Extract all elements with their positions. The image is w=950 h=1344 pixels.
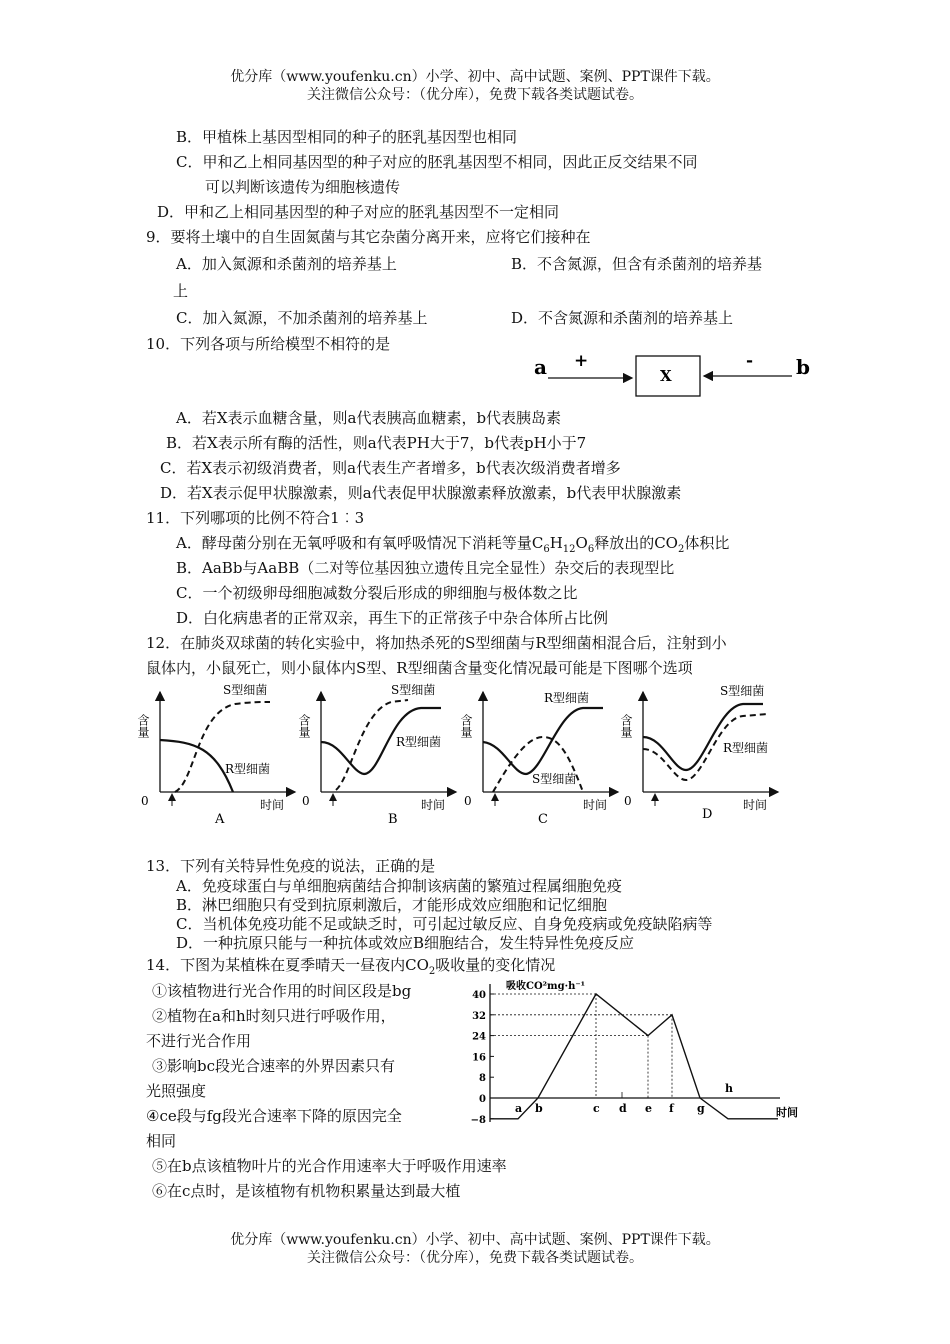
- option-label: B: [388, 812, 398, 827]
- x-category-label: e: [645, 1102, 652, 1115]
- y-tick-label: 0: [479, 1094, 486, 1105]
- q13-option-c: C．当机体免疫功能不足或缺乏时，可引起过敏反应、自身免疫病或免疫缺陷病等: [176, 915, 713, 933]
- q8-option-c: C．甲和乙上相同基因型的种子对应的胚乳基因型不相同，因此正反交结果不同: [176, 153, 698, 171]
- y-tick-label: 40: [472, 990, 486, 1001]
- s-curve: [643, 704, 763, 770]
- q13-option-d: D．一种抗原只能与一种抗体或效应B细胞结合，发生特异性免疫反应: [176, 934, 635, 952]
- y-axis-label: 含量: [459, 714, 473, 738]
- model-label-b: b: [796, 355, 810, 379]
- r-curve-label: R型细菌: [225, 762, 271, 776]
- x-category-label: a: [515, 1102, 523, 1115]
- origin-label: 0: [464, 794, 472, 808]
- q14-statement-4: ④ce段与fg段光合速率下降的原因完全: [146, 1107, 402, 1125]
- footer-line-2: 关注微信公众号：（优分库），免费下载各类试题试卷。: [307, 1250, 643, 1266]
- header-line-1: 优分库（www.youfenku.cn）小学、初中、高中试题、案例、PPT课件下载。: [230, 69, 720, 85]
- r-curve: [160, 740, 233, 792]
- x-category-label: g: [697, 1102, 705, 1115]
- y-axis-label: 含量: [297, 714, 311, 738]
- q12-graph-b: [296, 682, 466, 827]
- x-axis-label: 时间: [776, 1106, 798, 1119]
- q14-statement-4-cont: 相同: [146, 1132, 177, 1150]
- model-label-x: X: [660, 367, 672, 385]
- y-tick-label: 16: [472, 1052, 486, 1064]
- q11-option-c: C．一个初级卵母细胞减数分裂后形成的卵细胞与极体数之比: [176, 584, 578, 602]
- header-line-2: 关注微信公众号：（优分库），免费下载各类试题试卷。: [307, 87, 643, 103]
- q14-statement-2-cont: 不进行光合作用: [146, 1032, 252, 1050]
- s-curve: [175, 702, 270, 792]
- q10-model-diagram: [530, 348, 820, 398]
- q11-stem: 11．下列哪项的比例不符合1︰3: [146, 509, 365, 527]
- x-axis-label: 时间: [260, 798, 285, 812]
- q14-stem: 14．下图为某植株在夏季晴天一昼夜内$CO_2$吸收量的变化情况: [146, 956, 556, 977]
- q10-option-c: C．若X表示初级消费者，则a代表生产者增多，b代表次级消费者增多: [160, 459, 621, 477]
- q13-stem: 13．下列有关特异性免疫的说法，正确的是: [146, 857, 436, 875]
- origin-label: 0: [302, 794, 310, 808]
- origin-label: 0: [141, 794, 149, 808]
- x-axis-label: 时间: [583, 798, 608, 812]
- q14-statement-6: ⑥在c点时，是该植物有机物积累量达到最大植: [152, 1182, 461, 1200]
- x-category-label: d: [619, 1102, 627, 1115]
- y-axis-label: 含量: [136, 714, 150, 738]
- option-label: D: [702, 807, 713, 822]
- option-label: A: [215, 812, 225, 827]
- q11-option-a: A．酵母菌分别在无氧呼吸和有氧呼吸情况下消耗等量$C_6H_{12}O_6$释放出的$CO_2$体积比: [176, 534, 730, 555]
- r-curve-label: R型细菌: [544, 691, 590, 705]
- y-tick-label: 24: [472, 1031, 486, 1043]
- q8-option-c-cont: 可以判断该遗传为细胞核遗传: [205, 178, 401, 196]
- q9-option-b-wrap: 上: [173, 282, 189, 300]
- s-curve-label: S型细菌: [391, 683, 436, 697]
- x-axis-label: 时间: [743, 798, 768, 812]
- q9-option-d: D．不含氮源和杀菌剂的培养基上: [511, 309, 734, 327]
- q11-option-d: D．白化病患者的正常双亲，再生下的正常孩子中杂合体所占比例: [176, 609, 609, 627]
- q14-statement-2: ②植物在a和h时刻只进行呼吸作用，: [152, 1007, 396, 1025]
- q12-graph-a: [135, 682, 305, 827]
- q13-option-b: B．淋巴细胞只有受到抗原刺激后，才能形成效应细胞和记忆细胞: [176, 896, 608, 914]
- q9-stem: 9．要将土壤中的自生固氮菌与其它杂菌分离开来，应将它们接种在: [146, 228, 591, 246]
- q12-graph-c: [458, 682, 628, 827]
- q10-option-b: B．若X表示所有酶的活性，则a代表PH大于7，b代表pH小于7: [166, 434, 587, 452]
- model-label-a: a: [534, 355, 547, 379]
- x-category-label: c: [593, 1102, 600, 1115]
- q9-option-c: C．加入氮源，不加杀菌剂的培养基上: [176, 309, 428, 327]
- y-tick-label: −8: [470, 1114, 486, 1126]
- q13-option-a: A．免疫球蛋白与单细胞病菌结合抑制该病菌的繁殖过程属细胞免疫: [176, 877, 622, 895]
- r-curve: [483, 708, 603, 774]
- footer-line-1: 优分库（www.youfenku.cn）小学、初中、高中试题、案例、PPT课件下载。: [230, 1232, 720, 1248]
- q12-graph-d: [618, 682, 788, 827]
- r-curve-label: R型细菌: [723, 741, 769, 755]
- option-label: C: [538, 812, 548, 827]
- model-minus-sign: -: [746, 351, 754, 371]
- q9-option-a: A．加入氮源和杀菌剂的培养基上: [176, 255, 397, 273]
- q14-statement-3-cont: 光照强度: [146, 1082, 207, 1100]
- x-category-label: f: [669, 1102, 674, 1115]
- q9-option-b: B．不含氮源，但含有杀菌剂的培养基: [511, 255, 763, 273]
- model-plus-sign: +: [574, 351, 589, 371]
- x-category-label: b: [535, 1102, 543, 1115]
- y-tick-label: 32: [472, 1010, 486, 1022]
- q8-option-b: B．甲植株上基因型相同的种子的胚乳基因型也相同: [176, 128, 518, 146]
- x-category-label: h: [725, 1082, 733, 1095]
- s-curve-label: S型细菌: [532, 772, 577, 786]
- s-curve-label: S型细菌: [720, 684, 765, 698]
- q14-statement-1: ①该植物进行光合作用的时间区段是bg: [152, 982, 412, 1000]
- q12-stem-line-2: 鼠体内，小鼠死亡，则小鼠体内S型、R型细菌含量变化情况最可能是下图哪个选项: [146, 659, 693, 677]
- r-curve-label: R型细菌: [396, 735, 442, 749]
- x-axis-label: 时间: [421, 798, 446, 812]
- s-curve-label: S型细菌: [223, 683, 268, 697]
- q8-option-d: D．甲和乙上相同基因型的种子对应的胚乳基因型不一定相同: [157, 203, 560, 221]
- q11-option-b: B．AaBb与AaBB（二对等位基因独立遗传且完全显性）杂交后的表现型比: [176, 559, 675, 577]
- q10-option-a: A．若X表示血糖含量，则a代表胰高血糖素，b代表胰岛素: [176, 409, 562, 427]
- y-tick-label: 8: [479, 1073, 486, 1085]
- q12-stem-line-1: 12．在肺炎双球菌的转化实验中，将加热杀死的S型细菌与R型细菌相混合后，注射到小: [146, 634, 727, 652]
- q14-statement-5: ⑤在b点该植物叶片的光合作用速率大于呼吸作用速率: [152, 1157, 507, 1175]
- origin-label: 0: [624, 794, 632, 808]
- q14-statement-3: ③影响bc段光合速率的外界因素只有: [152, 1057, 396, 1075]
- y-axis-label: 含量: [619, 714, 633, 738]
- q10-stem: 10．下列各项与所给模型不相符的是: [146, 335, 391, 353]
- q10-option-d: D．若X表示促甲状腺激素，则a代表促甲状腺激素释放激素，b代表甲状腺激素: [160, 484, 682, 502]
- chart-title: 吸收CO²mg·h⁻¹: [506, 981, 586, 992]
- q14-co2-chart: [460, 978, 810, 1128]
- co2-series-line: [490, 994, 778, 1119]
